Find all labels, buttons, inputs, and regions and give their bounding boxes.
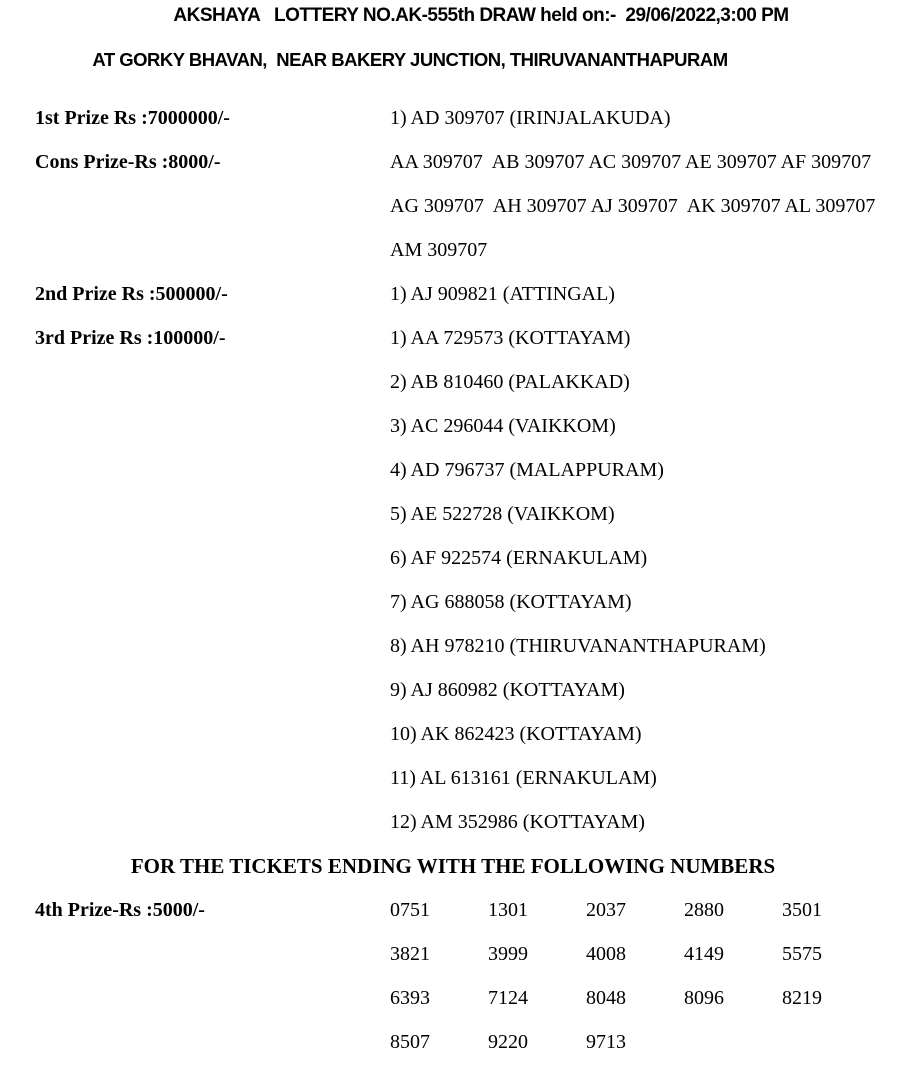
ending-number: 2037	[586, 898, 626, 921]
ending-number: 1301	[488, 898, 528, 921]
ending-number: 2880	[684, 898, 724, 921]
winner-entry: AG 309707 AH 309707 AJ 309707 AK 309707 AL 309707	[390, 194, 876, 217]
ending-number: 3999	[488, 942, 528, 965]
ending-number: 0751	[390, 898, 430, 921]
winner-entry: 7) AG 688058 (KOTTAYAM)	[390, 590, 632, 613]
prize-row-1st	[0, 96, 906, 140]
ending-number: 4149	[684, 942, 724, 965]
ending-numbers-heading: FOR THE TICKETS ENDING WITH THE FOLLOWING NUMBERS	[130, 854, 776, 878]
prize-row-3rd-cont	[0, 404, 906, 448]
ending-number: 6393	[390, 986, 430, 1009]
winner-entry: AA 309707 AB 309707 AC 309707 AE 309707 AF 309707	[390, 150, 872, 173]
ending-number: 4008	[586, 942, 626, 965]
ending-numbers-row	[0, 932, 906, 976]
prize-row-3rd-cont	[0, 712, 906, 756]
ending-number: 3821	[390, 942, 430, 965]
prize-row-2nd	[0, 272, 906, 316]
ending-numbers-row	[0, 976, 906, 1020]
winner-entry: 2) AB 810460 (PALAKKAD)	[390, 370, 630, 393]
ending-numbers-row	[0, 1020, 906, 1064]
ending-numbers-row	[0, 888, 906, 932]
prize-row-3rd-cont	[0, 492, 906, 536]
winner-entry: 1) AJ 909821 (ATTINGAL)	[390, 282, 615, 305]
prize-row-3rd-cont	[0, 624, 906, 668]
prize-row-3rd-cont	[0, 580, 906, 624]
ending-number: 8096	[684, 986, 724, 1009]
prize-row-3rd	[0, 316, 906, 360]
winner-entry: 3) AC 296044 (VAIKKOM)	[390, 414, 616, 437]
prize-row-3rd-cont	[0, 800, 906, 844]
ending-number: 5575	[782, 942, 822, 965]
prize-row-3rd-cont	[0, 668, 906, 712]
ending-number: 8048	[586, 986, 626, 1009]
prize-label-cons: Cons Prize-Rs :8000/-	[35, 150, 221, 173]
prize-label-1st: 1st Prize Rs :7000000/-	[35, 106, 230, 129]
prize-row-3rd-cont	[0, 448, 906, 492]
winner-entry: 6) AF 922574 (ERNAKULAM)	[390, 546, 648, 569]
winner-entry: 1) AA 729573 (KOTTAYAM)	[390, 326, 631, 349]
winner-entry: 4) AD 796737 (MALAPPURAM)	[390, 458, 664, 481]
ending-number: 7124	[488, 986, 528, 1009]
winner-entry: 5) AE 522728 (VAIKKOM)	[390, 502, 615, 525]
prize-label-4th: 4th Prize-Rs :5000/-	[35, 898, 205, 921]
winner-entry: 9) AJ 860982 (KOTTAYAM)	[390, 678, 625, 701]
ending-number: 3501	[782, 898, 822, 921]
prize-row-3rd-cont	[0, 536, 906, 580]
winner-entry: AM 309707	[390, 238, 488, 261]
ending-number: 9220	[488, 1030, 528, 1053]
ending-number: 9713	[586, 1030, 626, 1053]
prize-row-cons	[0, 140, 906, 184]
winner-entry: 8) AH 978210 (THIRUVANANTHAPURAM)	[390, 634, 766, 657]
prize-label-3rd: 3rd Prize Rs :100000/-	[35, 326, 226, 349]
prize-row-3rd-cont	[0, 360, 906, 404]
ending-number: 8219	[782, 986, 822, 1009]
document-title: AKSHAYA LOTTERY NO.AK-555th DRAW held on:- 29/06/2022,3:00 PM	[173, 5, 789, 26]
prize-row-3rd-cont	[0, 756, 906, 800]
venue-line: AT GORKY BHAVAN, NEAR BAKERY JUNCTION, THIRUVANANTHAPURAM	[92, 49, 728, 70]
prize-row-cons-cont	[0, 228, 906, 272]
winner-entry: 10) AK 862423 (KOTTAYAM)	[390, 722, 642, 745]
ending-number: 8507	[390, 1030, 430, 1053]
prize-label-2nd: 2nd Prize Rs :500000/-	[35, 282, 228, 305]
winner-entry: 12) AM 352986 (KOTTAYAM)	[390, 810, 645, 833]
prize-row-cons-cont	[0, 184, 906, 228]
winner-entry: 1) AD 309707 (IRINJALAKUDA)	[390, 106, 671, 129]
prize-list	[0, 96, 906, 1064]
winner-entry: 11) AL 613161 (ERNAKULAM)	[390, 766, 657, 789]
